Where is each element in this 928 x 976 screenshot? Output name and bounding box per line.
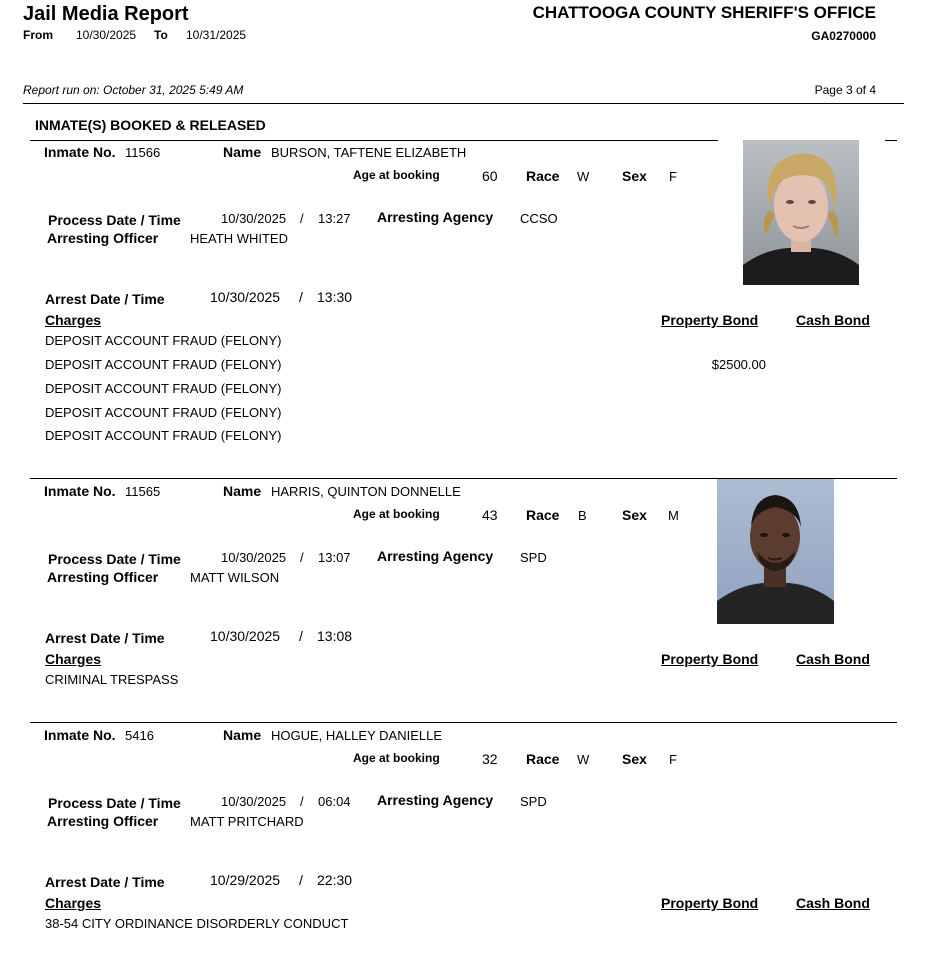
arresting-agency-value: SPD [520, 794, 547, 809]
race-value: B [578, 508, 587, 523]
process-slash: / [300, 211, 304, 226]
inmate-name: HOGUE, HALLEY DANIELLE [271, 728, 442, 743]
age-label: Age at booking [353, 168, 440, 182]
inmate-name: HARRIS, QUINTON DONNELLE [271, 484, 461, 499]
age-value: 60 [482, 168, 498, 184]
process-date: 10/30/2025 [221, 794, 287, 809]
sex-value: F [669, 169, 677, 184]
inmate-no-value: 11565 [125, 484, 161, 499]
race-label: Race [526, 168, 560, 184]
property-bond-label: Property Bond [661, 895, 759, 911]
section-divider [30, 140, 718, 141]
inmate-name: BURSON, TAFTENE ELIZABETH [271, 145, 467, 160]
charges-label: Charges [45, 312, 102, 328]
inmate-no-label: Inmate No. [44, 727, 116, 743]
age-value: 32 [482, 751, 498, 767]
name-label: Name [223, 144, 262, 160]
arresting-agency-value: CCSO [520, 211, 558, 226]
age-label: Age at booking [353, 507, 440, 521]
age-label: Age at booking [353, 751, 440, 765]
charge-item: CRIMINAL TRESPASS [45, 672, 179, 687]
process-date-label: Process Date / Time [48, 212, 181, 228]
sex-label: Sex [622, 751, 647, 767]
process-time: 13:07 [318, 550, 351, 565]
to-date: 10/31/2025 [186, 28, 247, 42]
process-slash: / [300, 794, 304, 809]
header-divider [23, 103, 904, 104]
property-bond-value: $2500.00 [711, 357, 766, 372]
sex-label: Sex [622, 168, 647, 184]
charges-label: Charges [45, 895, 102, 911]
charge-item: 38-54 CITY ORDINANCE DISORDERLY CONDUCT [45, 916, 349, 931]
process-date-label: Process Date / Time [48, 795, 181, 811]
arresting-officer-value: MATT WILSON [190, 570, 280, 585]
process-date: 10/30/2025 [221, 550, 287, 565]
report-run-on: Report run on: October 31, 2025 5:49 AM [23, 83, 244, 97]
section-title: INMATE(S) BOOKED & RELEASED [35, 117, 266, 133]
inmate-no-value: 11566 [125, 145, 161, 160]
to-label: To [154, 28, 168, 42]
agency-code: GA0270000 [811, 29, 876, 43]
inmate-no-label: Inmate No. [44, 144, 116, 160]
charge-item: DEPOSIT ACCOUNT FRAUD (FELONY) [45, 428, 282, 443]
race-value: W [577, 169, 590, 184]
process-slash: / [300, 550, 304, 565]
arrest-date-label: Arrest Date / Time [45, 630, 165, 646]
arrest-date-label: Arrest Date / Time [45, 874, 165, 890]
property-bond-label: Property Bond [661, 651, 759, 667]
page-number: Page 3 of 4 [814, 83, 876, 97]
mugshot-photo [717, 479, 834, 624]
arresting-officer-label: Arresting Officer [47, 230, 159, 246]
property-bond-label: Property Bond [661, 312, 759, 328]
process-time: 13:27 [318, 211, 351, 226]
arrest-time: 13:08 [317, 628, 353, 644]
arresting-agency-value: SPD [520, 550, 547, 565]
arrest-slash: / [299, 872, 303, 888]
arrest-date: 10/30/2025 [210, 628, 281, 644]
charge-item: DEPOSIT ACCOUNT FRAUD (FELONY) [45, 405, 282, 420]
arrest-slash: / [299, 628, 303, 644]
section-divider-tail [885, 140, 897, 141]
sex-label: Sex [622, 507, 647, 523]
charges-label: Charges [45, 651, 102, 667]
mugshot-photo [743, 140, 859, 285]
record-divider [30, 722, 897, 723]
name-label: Name [223, 727, 262, 743]
process-date: 10/30/2025 [221, 211, 287, 226]
arrest-date: 10/30/2025 [210, 289, 281, 305]
cash-bond-label: Cash Bond [796, 312, 870, 328]
arresting-agency-label: Arresting Agency [377, 548, 494, 564]
arresting-officer-value: MATT PRITCHARD [190, 814, 304, 829]
age-value: 43 [482, 507, 498, 523]
arrest-time: 13:30 [317, 289, 353, 305]
charge-item: DEPOSIT ACCOUNT FRAUD (FELONY) [45, 381, 282, 396]
arresting-agency-label: Arresting Agency [377, 792, 494, 808]
charge-item: DEPOSIT ACCOUNT FRAUD (FELONY) [45, 357, 282, 372]
sex-value: F [669, 752, 677, 767]
agency-name: CHATTOOGA COUNTY SHERIFF'S OFFICE [532, 3, 876, 22]
arrest-date: 10/29/2025 [210, 872, 281, 888]
from-date: 10/30/2025 [76, 28, 137, 42]
arresting-agency-label: Arresting Agency [377, 209, 494, 225]
race-value: W [577, 752, 590, 767]
arresting-officer-label: Arresting Officer [47, 813, 159, 829]
arrest-date-label: Arrest Date / Time [45, 291, 165, 307]
process-date-label: Process Date / Time [48, 551, 181, 567]
sex-value: M [668, 508, 679, 523]
arrest-time: 22:30 [317, 872, 353, 888]
race-label: Race [526, 751, 560, 767]
from-label: From [23, 28, 53, 42]
process-time: 06:04 [318, 794, 351, 809]
race-label: Race [526, 507, 560, 523]
arresting-officer-value: HEATH WHITED [190, 231, 288, 246]
name-label: Name [223, 483, 262, 499]
arresting-officer-label: Arresting Officer [47, 569, 159, 585]
cash-bond-label: Cash Bond [796, 895, 870, 911]
charge-item: DEPOSIT ACCOUNT FRAUD (FELONY) [45, 333, 282, 348]
inmate-no-label: Inmate No. [44, 483, 116, 499]
arrest-slash: / [299, 289, 303, 305]
report-title: Jail Media Report [23, 3, 189, 25]
inmate-no-value: 5416 [125, 728, 154, 743]
cash-bond-label: Cash Bond [796, 651, 870, 667]
